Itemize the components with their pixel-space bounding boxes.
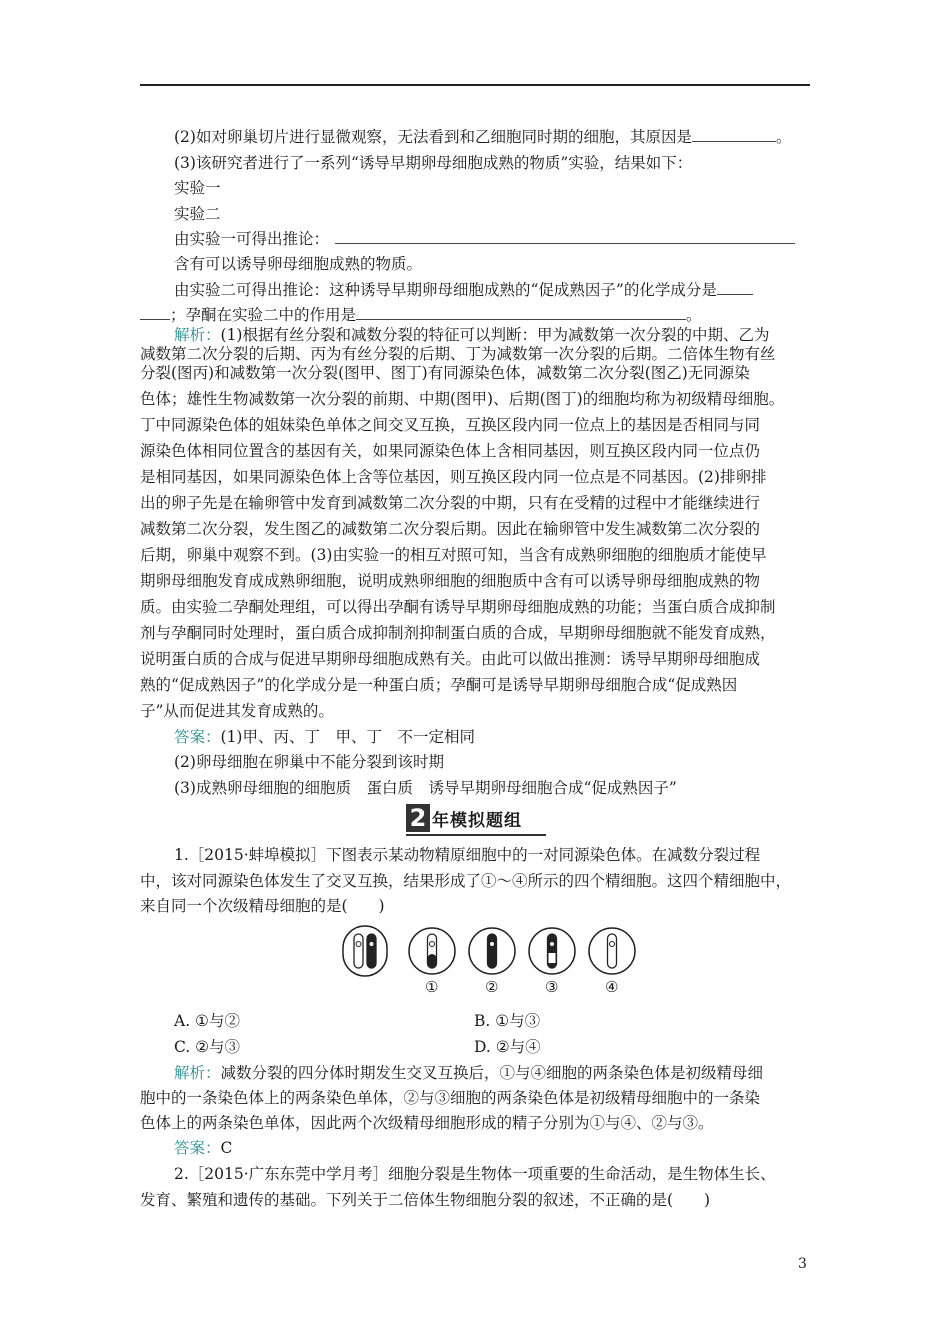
analysis-line: 出的卵子先是在输卵管中发育到减数第二次分裂的中期，只有在受精的过程中才能继续进行	[140, 494, 761, 512]
analysis-line: 剂与孕酮同时处理时，蛋白质合成抑制剂抑制蛋白质的合成，早期卵母细胞就不能发育成熟，	[140, 624, 776, 642]
option-d: D. ②与④	[474, 1038, 541, 1056]
q1-answer-line: 答案：C	[174, 1139, 233, 1157]
answer-blank	[356, 305, 686, 320]
inference-2-continuation: ；孕酮在实验二中的作用是 。	[140, 304, 812, 326]
section-underline	[406, 834, 546, 836]
option-b: B. ①与③	[474, 1012, 541, 1030]
analysis-label: 解析：	[174, 1064, 221, 1082]
analysis-line: 期卵母细胞发育成成熟卵细胞，说明成熟卵细胞的细胞质中含有可以诱导卵母细胞成熟的物	[140, 572, 761, 590]
answer-line-1: 答案：(1)甲、丙、丁 甲、丁 不一定相同	[174, 728, 475, 746]
answer-label: 答案：	[174, 728, 221, 746]
inference-2-line: 由实验二可得出推论：这种诱导早期卵母细胞成熟的“促成熟因子”的化学成分是	[174, 279, 846, 301]
analysis-first-line: 解析：(1)根据有丝分裂和减数分裂的特征可以判断：甲为减数第一次分裂的中期、乙为	[174, 326, 770, 344]
answer-line-2: (2)卵母细胞在卵巢中不能分裂到该时期	[174, 753, 444, 771]
inference-1-line: 由实验一可得出推论：	[174, 228, 846, 250]
analysis-line: 源染色体相同位置含的基因有关，如果同源染色体上含相同基因，则互换区段内同一位点仍	[140, 442, 761, 460]
option-a: A. ①与②	[174, 1012, 240, 1030]
experiment-2-label: 实验二	[174, 205, 221, 223]
question-2-line: (2)如对卵巢切片进行显微观察，无法看到和乙细胞同时期的细胞，其原因是 。	[174, 128, 792, 146]
answer-blank	[692, 127, 776, 142]
analysis-line: 子”从而促进其发育成熟的。	[140, 702, 334, 720]
analysis-line: 说明蛋白质的合成与促进早期卵母细胞成熟有关。由此可以做出推测：诱导早期卵母细胞成	[140, 650, 761, 668]
answer-blank	[717, 280, 753, 295]
inference-1-continuation: 含有可以诱导卵母细胞成熟的物质。	[174, 255, 423, 273]
analysis-line: 丁中同源染色体的姐妹染色单体之间交叉互换，互换区段内同一位点上的基因是否相同与同	[140, 416, 761, 434]
q1-analysis-line: 色体上的两条染色单体，因此两个次级精母细胞形成的精子分别为①与④、②与③。	[140, 1114, 714, 1132]
answer-blank	[335, 229, 795, 244]
question-2-intro: 发育、繁殖和遗传的基础。下列关于二倍体生物细胞分裂的叙述，不正确的是( )	[140, 1191, 711, 1209]
original-cell	[343, 926, 387, 976]
section-title: 年模拟题组	[432, 811, 522, 831]
cell-label: ①	[425, 978, 439, 996]
cell-4	[589, 928, 635, 974]
question-2-intro: 2.［2015·广东东莞中学月考］细胞分裂是生物体一项重要的生命活动，是生物体生长、	[174, 1165, 776, 1183]
question-1-line: 1.［2015·蚌埠模拟］下图表示某动物精原细胞中的一对同源染色体。在减数分裂过程	[174, 846, 761, 864]
option-c: C. ②与③	[174, 1038, 241, 1056]
question-3-line: (3)该研究者进行了一系列“诱导早期卵母细胞成熟的物质”实验，结果如下：	[174, 154, 693, 172]
cell-2	[469, 928, 515, 974]
cell-label: ②	[485, 978, 499, 996]
cell-label: ③	[545, 978, 559, 996]
cell-3	[529, 928, 575, 974]
analysis-label: 解析：	[174, 326, 221, 344]
section-number: 2	[406, 804, 430, 832]
experiment-1-label: 实验一	[174, 179, 221, 197]
analysis-line: 质。由实验二孕酮处理组，可以得出孕酮有诱导早期卵母细胞成熟的功能；当蛋白质合成抑制	[140, 598, 776, 616]
cell-label: ④	[605, 978, 619, 996]
q1-analysis-line: 解析：减数分裂的四分体时期发生交叉互换后，①与④细胞的两条染色体是初级精母细	[174, 1064, 764, 1082]
analysis-line: 分裂(图丙)和减数第一次分裂(图甲、图丁)有同源染色体，减数第二次分裂(图乙)无同源染	[140, 364, 750, 382]
analysis-line: 熟的“促成熟因子”的化学成分是一种蛋白质；孕酮可是诱导早期卵母细胞合成“促成熟因	[140, 676, 738, 694]
answer-blank	[140, 305, 170, 320]
cell-1	[409, 928, 455, 974]
section-header	[406, 804, 546, 834]
q1-analysis-line: 胞中的一条染色体上的两条染色单体，②与③细胞的两条染色体是初级精母细胞中的一条染	[140, 1089, 761, 1107]
analysis-line: 后期，卵巢中观察不到。(3)由实验一的相互对照可知，当含有成熟卵细胞的细胞质才能使早	[140, 546, 767, 564]
answer-label: 答案：	[174, 1139, 221, 1157]
analysis-line: 色体；雄性生物减数第一次分裂的前期、中期(图甲)、后期(图丁)的细胞均称为初级精母细胞。	[140, 390, 785, 408]
question-1-line: 中，该对同源染色体发生了交叉互换，结果形成了①～④所示的四个精细胞。这四个精细胞中，	[140, 872, 792, 890]
header-rule	[140, 84, 810, 86]
page-number: 3	[798, 1256, 807, 1272]
analysis-line: 减数第二次分裂的后期、丙为有丝分裂的后期、丁为减数第一次分裂的后期。二倍体生物有丝	[140, 345, 776, 363]
answer-line-3: (3)成熟卵母细胞的细胞质 蛋白质 诱导早期卵母细胞合成“促成熟因子”	[174, 779, 677, 797]
analysis-line: 减数第二次分裂，发生图乙的减数第二次分裂后期。因此在输卵管中发生减数第二次分裂的	[140, 520, 761, 538]
analysis-line: 是相同基因，如果同源染色体上含等位基因，则互换区段内同一位点是不同基因。(2)排卵排	[140, 468, 767, 486]
question-1-line: 来自同一个次级精母细胞的是( )	[140, 897, 385, 915]
